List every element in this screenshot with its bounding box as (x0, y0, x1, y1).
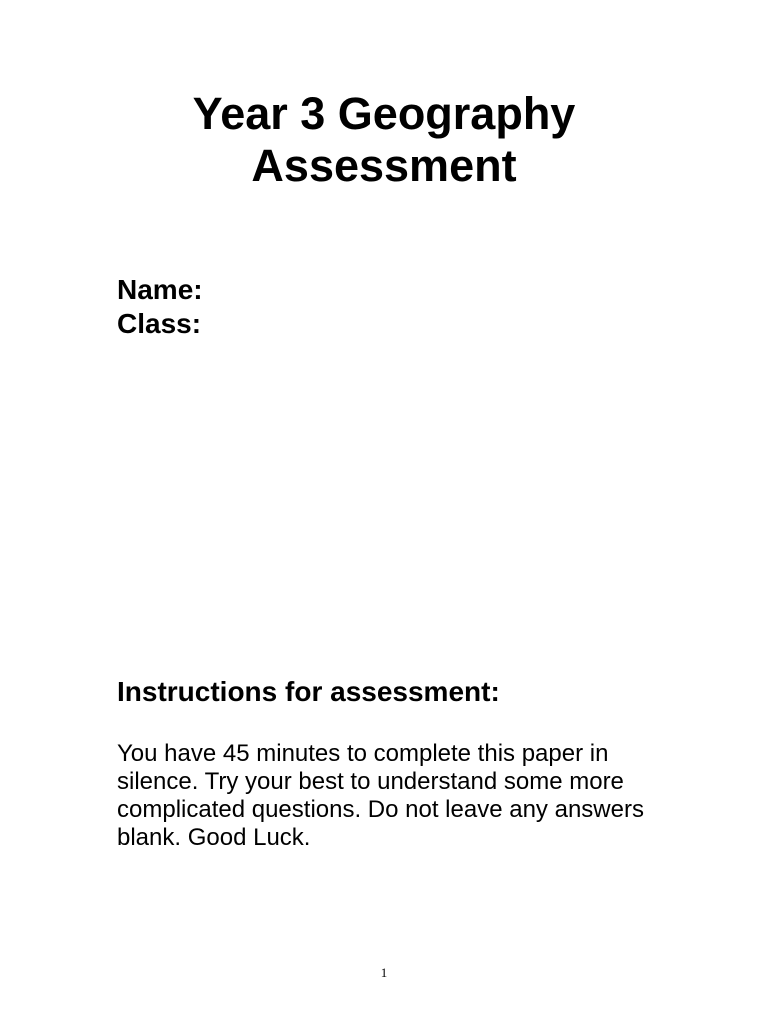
class-label: Class: (117, 308, 202, 339)
student-fields (117, 273, 203, 341)
page-number: 1 (380, 965, 388, 980)
page-title (0, 88, 768, 192)
name-label: Name: (117, 274, 203, 305)
title-line-2: Assessment (251, 140, 517, 191)
title-line-1: Year 3 Geography (192, 88, 576, 139)
instructions-text: You have 45 minutes to complete this paper in silence. Try your best to understand some more complicated questions. Do not leave any answers blank. Good Luck. (117, 740, 644, 851)
instructions-heading: Instructions for assessment: (117, 676, 500, 707)
